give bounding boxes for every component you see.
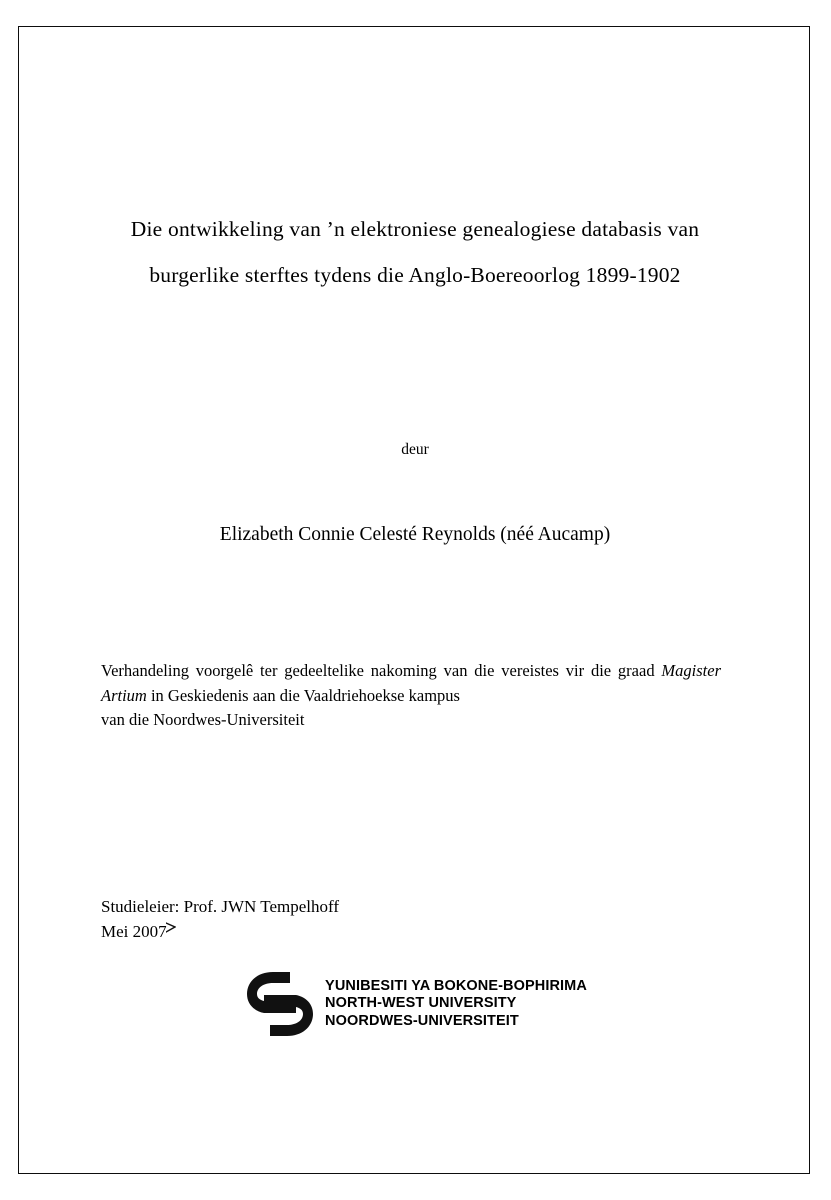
title-line-2: burgerlike sterftes tydens die Anglo-Boereoorlog 1899-1902 xyxy=(149,263,681,287)
author-name: Elizabeth Connie Celesté Reynolds (néé Aucamp) xyxy=(219,524,611,545)
by-word: deur xyxy=(401,441,429,458)
nwu-emblem-icon xyxy=(243,968,317,1040)
date-line-wrapper xyxy=(101,919,167,944)
handwritten-tick-mark xyxy=(166,922,176,933)
thesis-title xyxy=(95,206,735,298)
supervisor-block xyxy=(101,894,721,944)
logo-line-3: NOORDWES-UNIVERSITEIT xyxy=(325,1012,519,1029)
degree-name: Magister Artium xyxy=(101,661,721,705)
logo-line-1: YUNIBESITI YA BOKONE-BOPHIRIMA xyxy=(325,977,587,994)
logo-line-2: NORTH-WEST UNIVERSITY xyxy=(325,995,517,1012)
degree-statement-paragraph xyxy=(101,659,721,708)
university-logo xyxy=(95,968,735,1040)
date-line: Mei 2007 xyxy=(101,922,167,941)
supervisor-line: Studieleier: Prof. JWN Tempelhoff xyxy=(101,897,340,916)
title-line-1: Die ontwikkeling van ’n elektroniese genealogiese databasis van xyxy=(130,217,700,241)
degree-statement xyxy=(101,659,721,733)
page-content xyxy=(95,26,735,1174)
logo-text-block xyxy=(325,978,587,1031)
statement-part-2: in Geskiedenis aan die Vaaldriehoekse kampus xyxy=(146,685,460,705)
statement-part-1: Verhandeling voorgelê ter gedeeltelike nakoming van die vereistes vir die graad xyxy=(101,661,662,680)
statement-line-3: van die Noordwes-Universiteit xyxy=(101,710,305,729)
